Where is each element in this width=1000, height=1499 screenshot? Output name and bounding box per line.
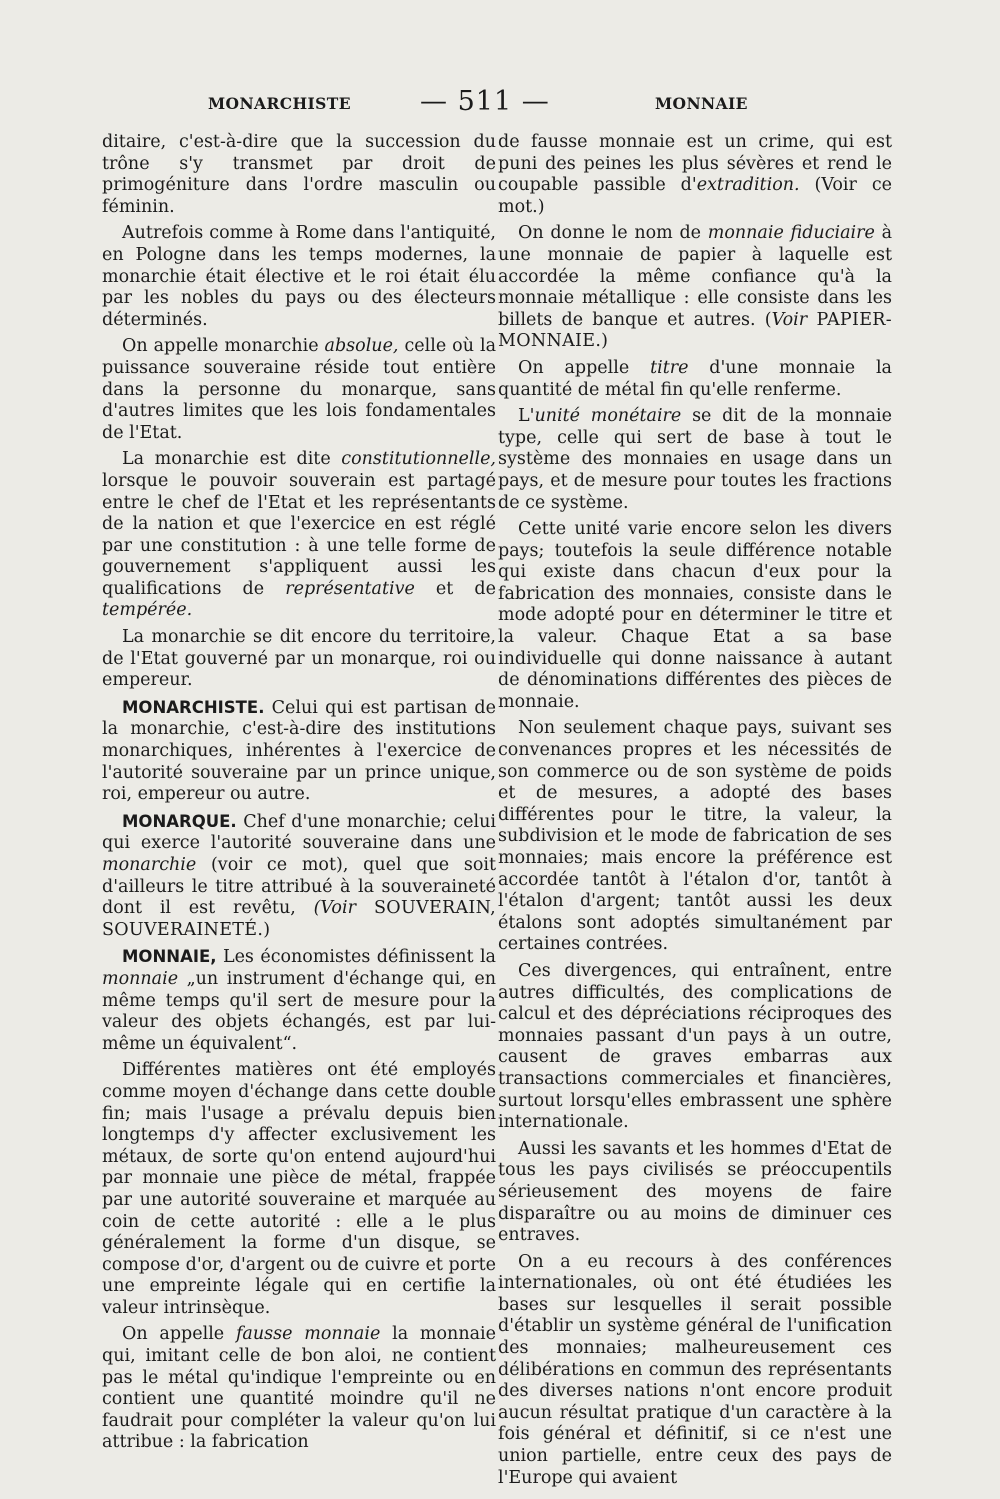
- paragraph: La monarchie se dit encore du territoire, de l'Etat gouverné par un monarque, roi ou empereur.: [102, 627, 496, 691]
- page-number: — 511 —: [420, 86, 550, 117]
- paragraph: On donne le nom de monnaie fiduciaire à une monnaie de papier à laquelle est accordée la même confiance qu'à la monnaie métallique : elle consiste dans les billets de banque et autres. (Voir PAPIER-MONNAIE.): [498, 223, 892, 352]
- paragraph: Ces divergences, qui entraînent, entre autres difficultés, des complications de calcul et des dépréciations réciproques des monnaies passant d'un pays à un outre, causent de graves embarras aux transactions commerciales et financières, surtout lorsqu'elles embrassent une sphère internationale.: [498, 960, 892, 1133]
- paragraph: Aussi les savants et les hommes d'Etat de tous les pays civilisés se préoccupentils sérieusement des moyens de faire disparaître ou au moins de diminuer ces entraves.: [498, 1138, 892, 1246]
- paragraph: On a eu recours à des conférences internationales, où ont été étudiées les bases sur lesquelles il serait possible d'établir un système général de l'unification des monnaies; malheureusement ces délibérations en commun des représentants des diverses nations n'ont encore produit aucun résultat pratique d'un caractère à la fois général et définitif, si ce n'est une union partielle, entre ceux des pays de l'Europe qui avaient: [498, 1251, 892, 1488]
- right-column: [498, 132, 892, 1494]
- paragraph: L'unité monétaire se dit de la monnaie type, celle qui sert de base à tout le système des monnaies en usage dans un pays, et de mesure pour toutes les fractions de ce système.: [498, 406, 892, 513]
- entry-headword: MONNAIE,: [122, 947, 217, 967]
- header-left-term: MONARCHISTE: [208, 94, 351, 113]
- entry-headword: MONARCHISTE.: [122, 697, 265, 717]
- entry-monarchiste: MONARCHISTE. Celui qui est partisan de la monarchie, c'est-à-dire des institutions monarchiques, inhérentes à l'exercice de l'autorité souveraine par un prince unique, roi, empereur ou autre.: [102, 697, 496, 805]
- paragraph: Cette unité varie encore selon les divers pays; toutefois la seule différence notable qui existe dans chacun d'eux pour la fabrication des monnaies, consiste dans le mode adopté pour en déterminer le titre et la valeur. Chaque Etat a sa base individuelle qui donne naissance à autant de dénominations différentes des pièces de monnaie.: [498, 519, 892, 712]
- paragraph: On appelle fausse monnaie la monnaie qui, imitant celle de bon aloi, ne contient pas le métal qu'indique l'empreinte ou en contient une quantité moindre qu'il ne faudrait pour compléter la valeur qu'on lui attribue : la fabrication: [102, 1324, 496, 1453]
- left-column: [102, 132, 496, 1459]
- paragraph: ditaire, c'est-à-dire que la succession du trône s'y transmet par droit de primogéniture dans l'ordre masculin ou féminin.: [102, 132, 496, 217]
- entry-headword: MONARQUE.: [122, 811, 237, 831]
- header-right-term: MONNAIE: [655, 94, 748, 113]
- paragraph: Différentes matières ont été employés comme moyen d'échange dans cette double fin; mais l'usage a prévalu depuis bien longtemps d'y affecter exclusivement les métaux, de sorte qu'on entend aujourd'hui par monnaie une pièce de métal, frappée par une autorité souveraine et marquée au coin de cette autorité : elle a le plus généralement la forme d'un disque, se compose d'or, d'argent ou de cuivre et porte une empreinte légale qui en certifie la valeur intrinsèque.: [102, 1060, 496, 1318]
- paragraph: Autrefois comme à Rome dans l'antiquité, en Pologne dans les temps modernes, la monarchie était élective et le roi était élu par les nobles du pays ou des électeurs déterminés.: [102, 223, 496, 330]
- paragraph: On appelle titre d'une monnaie la quantité de métal fin qu'elle renferme.: [498, 357, 892, 400]
- paragraph: de fausse monnaie est un crime, qui est puni des peines les plus sévères et rend le coupable passible d'extradition. (Voir ce mot.): [498, 132, 893, 217]
- paragraph: La monarchie est dite constitutionnelle, lorsque le pouvoir souverain est partagé entre le chef de l'Etat et les représentants de la nation et que l'exercice en est réglé par une constitution : à une telle forme de gouvernement s'appliquent aussi les qualifications de représentative et de tempérée.: [102, 449, 496, 621]
- entry-monnaie: MONNAIE, Les économistes définissent la monnaie „un instrument d'échange qui, en même temps qu'il sert de mesure pour la valeur des objets échangés, est par lui-même un équivalent“.: [102, 947, 496, 1054]
- paragraph: On appelle monarchie absolue, celle où la puissance souveraine réside tout entière dans la personne du monarque, sans d'autres limites que les lois fondamentales de l'Etat.: [102, 336, 496, 443]
- running-header: [0, 86, 1000, 126]
- entry-monarque: MONARQUE. Chef d'une monarchie; celui qui exerce l'autorité souveraine dans une monarchie (voir ce mot), quel que soit d'ailleurs le titre attribué à la souveraineté dont il est revêtu, (Voir SOUVERAIN, SOUVERAINETÉ.): [102, 811, 497, 940]
- paragraph: Non seulement chaque pays, suivant ses convenances propres et les nécessités de son commerce ou de son système de poids et de mesures, a adopté des bases différentes pour le titre, la valeur, la subdivision et le mode de fabrication de ses monnaies; mais encore la préférence est accordée tantôt à l'étalon d'or, tantôt à l'étalon d'argent; tantôt aussi les deux étalons sont adoptés simultanément par certaines contrées.: [498, 718, 892, 955]
